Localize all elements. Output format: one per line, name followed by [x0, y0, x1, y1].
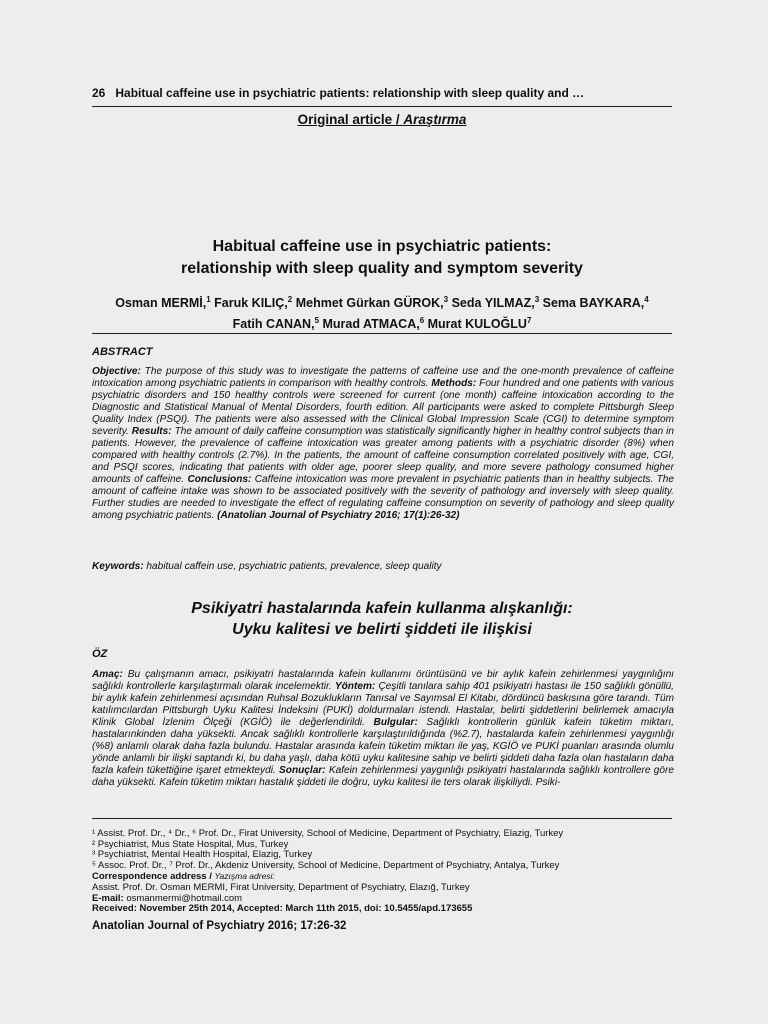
methods-text: Four hundred and one patients with various psychiatric disorders and 150 healthy controls were screened for current (one month) caffeine intoxication according to the Diagnostic and Statistical Manual of Mental Disorders, fourth edition. All participants were asked to complete Pittsburgh Sleep Quality Index (PSQI). The patients were also assessed with the Clinical Global Impression Scale (CGI) to determine symptom severity. [92, 378, 675, 437]
oz-heading: ÖZ [92, 648, 108, 660]
turkish-abstract-body [92, 669, 674, 789]
bulgular-label: Bulgular: [373, 717, 418, 728]
affiliation-mark: 3 [443, 295, 449, 304]
author: Murat KULOĞLU [424, 317, 527, 332]
results-text: The amount of daily caffeine consumption was statistically significantly higher in healthy control subjects than in patients. However, the prevalence of caffeine intoxication was greater among patients with a psychiatric disorder (8%) when compared with healthy controls (2.7%). In the patients, the amount of caffeine consumption correlated positively with age, CGI, and PSQI scores, indicating that patients with older age, poorer sleep quality, and more severe pathology consumed higher amounts of caffeine. [92, 426, 674, 485]
footnote-line: ⁵ Assoc. Prof. Dr., ⁷ Prof. Dr., Akdeniz University, School of Medicine, Department of Psychiatry, Antalya, Turkey [92, 859, 560, 871]
methods-label: Methods: [431, 378, 477, 389]
affiliation-mark: 2 [287, 295, 293, 304]
author: Osman MERMİ, [115, 296, 207, 311]
correspondence-address: Assist. Prof. Dr. Osman MERMI, Firat University, Department of Psychiatry, Elazığ, Turkey [92, 881, 470, 893]
conclusions-label: Conclusions: [187, 474, 252, 485]
running-header [92, 86, 672, 100]
keywords [92, 561, 674, 573]
author: Mehmet Gürkan GÜROK, [292, 296, 444, 311]
journal-footer: Anatolian Journal of Psychiatry 2016; 17:26-32 [92, 920, 347, 932]
conclusions-text: Caffeine intoxication was more prevalent in psychiatric patients than in healthy subjects. The amount of caffeine intake was shown to be associated positively with the severity of pathology and inversely with sleep quality. Further studies are needed to investigate the effect of regulating caffeine consumption on severity of pathology and sleep quality among psychiatric patients. [92, 474, 675, 521]
keywords-text: habitual caffein use, psychiatric patients, prevalence, sleep quality [143, 561, 442, 572]
article-title [92, 236, 672, 280]
author: Fatih CANAN, [232, 317, 315, 332]
title-line-1: Habitual caffeine use in psychiatric patients: [212, 238, 552, 255]
footnote-line: ³ Psychiatrist, Mental Health Hospital, Elazig, Turkey [92, 849, 313, 861]
sonuclar-label: Sonuçlar: [279, 765, 326, 776]
footnote-line: ² Psychiatrist, Mus State Hospital, Mus, Turkey [92, 838, 289, 850]
turkish-title [92, 598, 672, 640]
affiliation-mark: 1 [206, 295, 211, 304]
yontem-text: Çeşitli tanılara sahip 401 psikiyatri hastası ile 150 sağlıklı gönüllü, bir aylık kafein zehirlenmesi açısından Ruhsal Bozuklukların Tanısal ve Sayımsal El Kitabı, dördüncü baskısına göre tarandı. Tüm katılımcılardan Pittsburgh Uyku Kalitesi İndeksini (PUKİ) doldurmaları istendi. Hastalar, belirti şiddetlerini belirlemek amacıyla Klinik Global İzlenim Ölçeği (KGİÖ) ile değerlendirildi. [92, 681, 674, 728]
email-label: E-mail: [92, 892, 124, 904]
affiliation-mark: 5 [314, 316, 320, 326]
bulgular-text: Sağlıklı kontrollerin günlük kafein tüketim miktarı, hastalarınkinden daha yüksekti. Ancak sağlıklı kontrollerle karşılaştırıldığında (%2.7), hastalarda kafein zehirlenmesi yaygınlığı (%8) anlamlı olarak daha fazla bulundu. Hastalar arasında kafein tüketim miktarı ile yaş, KGİÖ ve PUKİ puanları arasında olumlu yönde anlamlı bir ilişki saptandı ki, bu daha yaşlı, daha kötü uyku kalitesine sahip ve belirti şiddeti daha fazla olan hastaların daha fazla kafein tükettiğine işaret etmekteydi. [92, 717, 674, 776]
article-type [92, 112, 672, 127]
header-rule [92, 106, 672, 107]
yontem-label: Yöntem: [334, 681, 376, 692]
title-line-2: relationship with sleep quality and symptom severity [181, 260, 583, 277]
received-accepted-doi: Received: November 25th 2014, Accepted: March 11th 2015, doi: 10.5455/apd.173655 [92, 903, 473, 915]
article-type-tr: Araştırma [403, 112, 467, 127]
affiliation-mark: 3 [534, 295, 540, 304]
author: Murad ATMACA, [319, 317, 420, 332]
affiliation-mark: 6 [419, 316, 425, 326]
footnote-rule [92, 818, 672, 819]
amac-label: Amaç: [92, 669, 123, 680]
author: Sema BAYKARA, [539, 296, 645, 311]
abstract-body [92, 366, 674, 522]
keywords-label: Keywords: [92, 561, 144, 572]
page-number: 26 [92, 86, 106, 100]
objective-text: The purpose of this study was to investigate the patterns of caffeine use and the one-month prevalence of caffeine intoxication among psychiatric patients in comparison with healthy controls. [92, 366, 674, 389]
amac-text: Bu çalışmanın amacı, psikiyatri hastalarında kafein kullanımı örüntüsünü ve bir aylık kafein zehirlenmesi yaygınlığını sağlıklı kontrollerle karşılaştırmalı olarak incelemektir. [92, 669, 674, 692]
affiliation-mark: 7 [526, 316, 532, 326]
email-link[interactable]: osmanmermi@hotmail.com [126, 892, 243, 904]
running-title: Habitual caffeine use in psychiatric patients: relationship with sleep quality and … [115, 86, 585, 100]
affiliation-mark: 4 [644, 295, 649, 304]
correspondence-label-tr: Yazışma adresi: [214, 871, 275, 882]
results-label: Results: [131, 426, 172, 437]
sonuclar-text: Kafein zehirlenmesi yaygınlığı psikiyatri hastalarında sağlıklı kontrollere göre daha yüksekti. Kafein tüketim miktarı hastalık şiddeti ile doğru, uyku kalitesi ile ters olarak ilişkiliydi. Psiki- [92, 765, 675, 788]
footnote-line: ¹ Assist. Prof. Dr., ⁴ Dr., ⁶ Prof. Dr., Firat University, School of Medicine, Department of Psychiatry, Elazig, Turkey [92, 828, 564, 839]
citation: (Anatolian Journal of Psychiatry 2016; 17(1):26-32) [217, 510, 460, 521]
author-list [100, 291, 664, 333]
footnotes [92, 829, 674, 915]
authors-rule [92, 333, 672, 334]
article-type-en: Original article / [297, 112, 404, 127]
abstract-heading: ABSTRACT [92, 346, 153, 358]
correspondence-label: Correspondence address / [92, 871, 215, 883]
author: Seda YILMAZ, [448, 296, 535, 311]
turkish-title-line-2: Uyku kalitesi ve belirti şiddeti ile ilişkisi [232, 621, 532, 638]
turkish-title-line-1: Psikiyatri hastalarında kafein kullanma alışkanlığı: [191, 600, 573, 617]
author: Faruk KILIÇ, [210, 296, 288, 311]
objective-label: Objective: [92, 366, 141, 377]
